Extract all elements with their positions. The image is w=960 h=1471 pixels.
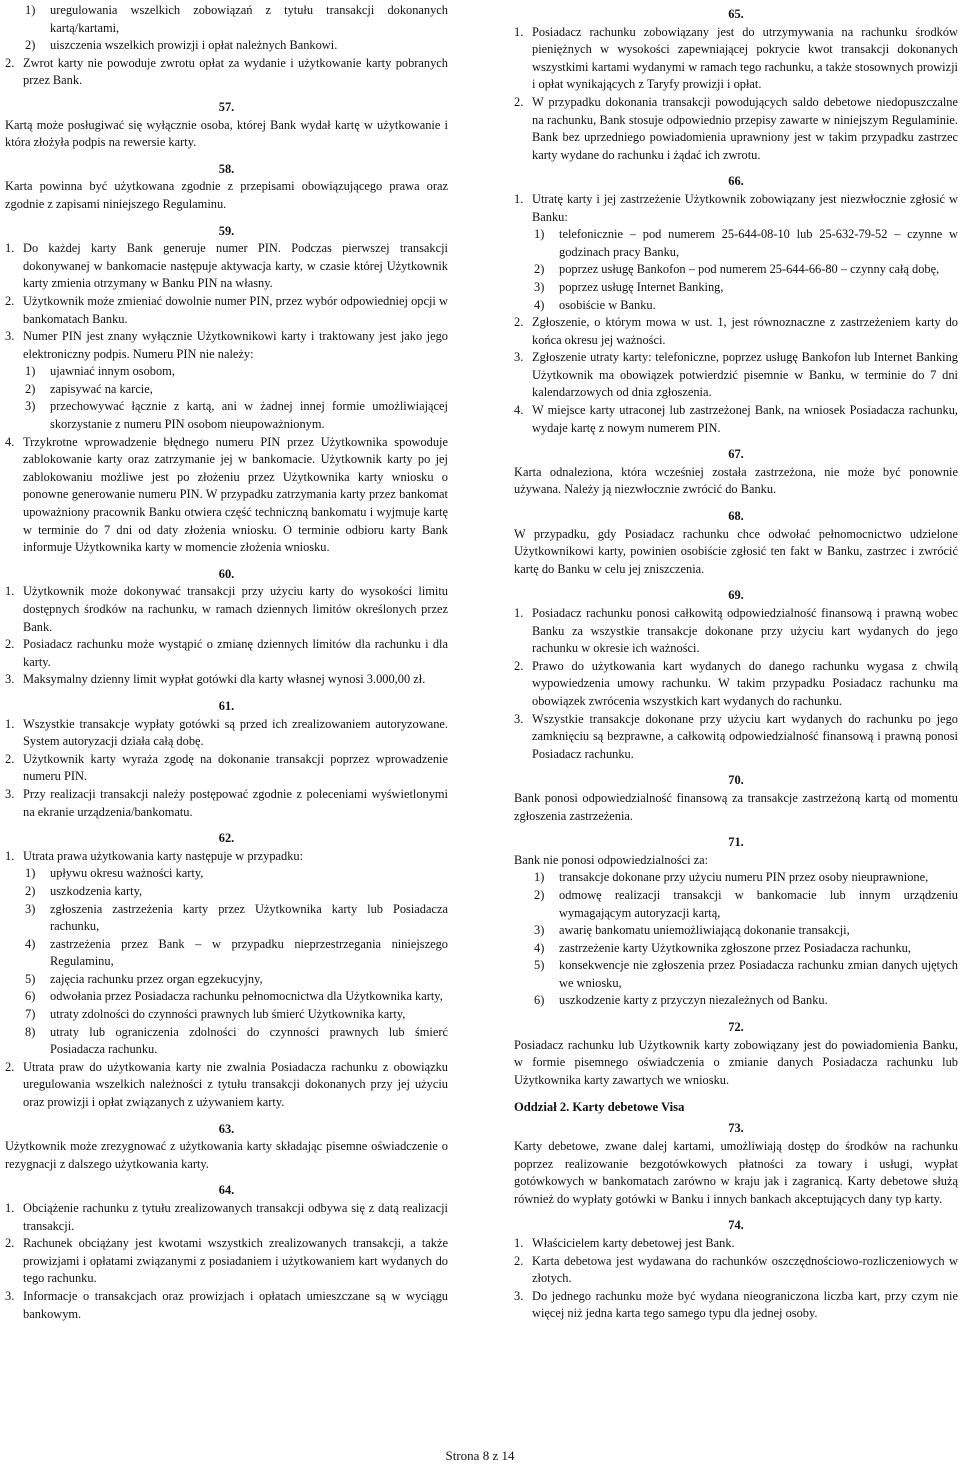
section-heading: 65. — [728, 7, 744, 21]
section-heading: 71. — [728, 835, 744, 850]
sub-list-item — [5, 988, 448, 1006]
section-paragraph: Bank ponosi odpowiedzialność finansową za transakcje zastrzeżoną kartą od momentu zgłoszenia zastrzeżenia. — [514, 790, 958, 823]
item-number: 2. — [514, 315, 524, 330]
spacer — [514, 164, 958, 169]
item-text: W przypadku dokonania transakcji powodujących saldo debetowe niedopuszczalne na rachunku, Bank stosuje odpowiednio przepisy zawarte w niniejszym Regulaminie. Bank bez uprzedniego powiadomienia uprawniony jest w takim przypadku zastrzec karty wydane do rachunku i żądać ich zwrotu. — [532, 94, 958, 162]
item-number: 1) — [25, 866, 36, 881]
section-paragraph: Kartą może posługiwać się wyłącznie osoba, której Bank wydał kartę w użytkowanie i która złożyła podpis na rewersie karty. — [5, 117, 448, 150]
item-text: poprzez usługę Bankofon – pod numerem 25-644-66-80 – czynny całą dobę, — [559, 262, 940, 277]
item-number: 3. — [514, 350, 524, 365]
section-71 — [514, 834, 958, 1010]
sub-list-item — [5, 936, 448, 971]
item-number: 1. — [514, 24, 524, 39]
item-text: zajęcia rachunku przez organ egzekucyjny, — [50, 971, 263, 986]
item-number: 1. — [514, 606, 524, 620]
section-paragraph: Karty debetowe, zwane dalej kartami, umożliwiają dostęp do środków na rachunku poprzez realizowanie bezgotówkowych płatności za towary i usługi, wypłat gotówkowych w bankomatach zarówno w kraju jak i zagranicą. Karty debetowe służą również do wypłaty gotówki w Banku i innych bankach akceptujących dany typ karty. — [514, 1139, 958, 1206]
list-item — [5, 636, 448, 671]
item-number: 1) — [25, 3, 36, 17]
section-heading: 74. — [728, 1218, 744, 1233]
section-paragraph: Posiadacz rachunku lub Użytkownik karty zobowiązany jest do powiadomienia Banku, w formie pisemnego oświadczenia o zmianie danych Posiadacza rachunku lub Użytkownika karty zawartych we wniosku. — [514, 1037, 958, 1087]
item-number: 3. — [5, 786, 15, 801]
section-paragraph: Bank nie ponosi odpowiedzialności za: — [514, 852, 709, 867]
subsection-title: Oddział 2. Karty debetowe Visa — [514, 1100, 685, 1115]
item-text: Utratę karty i jej zastrzeżenie Użytkownik zobowiązany jest niezwłocznie zgłosić w Banku: — [532, 191, 958, 224]
sub-list-item — [514, 297, 958, 315]
item-text: Karta debetowa jest wydawana do rachunków oszczędnościowo-rozliczeniowych w złotych. — [532, 1253, 958, 1286]
section-63 — [5, 1121, 448, 1174]
sub-list-item — [514, 992, 958, 1010]
list-item — [5, 848, 448, 866]
section-61 — [5, 698, 448, 821]
sub-list-item — [514, 887, 958, 922]
item-number: 2. — [5, 1236, 15, 1251]
list-item — [5, 671, 448, 689]
item-text: poprzez usługę Internet Banking, — [559, 279, 724, 294]
item-text: Maksymalny dzienny limit wypłat gotówki dla karty własnej wynosi 3.000,00 zł. — [23, 672, 426, 687]
section-72 — [514, 1019, 958, 1089]
item-text: awarię bankomatu uniemożliwiającą dokonanie transakcji, — [559, 923, 850, 938]
list-item — [514, 94, 958, 164]
spacer — [514, 578, 958, 583]
sub-list-item — [5, 1024, 448, 1059]
list-item — [5, 328, 448, 363]
item-text: Do jednego rachunku może być wydana nieograniczona liczba kart, przy czym nie więcej niż jedna karta tego samego typu dla jednej osoby. — [532, 1288, 958, 1321]
item-number: 2) — [534, 887, 545, 902]
item-text: Przy realizacji transakcji należy postępować zgodnie z poleceniami wyświetlonymi na ekranie urządzenia/bankomatu. — [23, 786, 448, 819]
item-text: uiszczenia wszelkich prowizji i opłat należnych Bankowi. — [50, 38, 338, 53]
list-item — [514, 658, 958, 711]
sub-list-item — [514, 226, 958, 261]
section-heading: 68. — [728, 509, 744, 524]
sub-list-item — [514, 261, 958, 279]
item-text: utraty lub ograniczenia zdolności do czynności prawnych lub śmierć Posiadacza rachunku. — [50, 1024, 448, 1057]
item-text: zapisywać na karcie, — [50, 381, 153, 396]
section-59 — [5, 223, 448, 557]
section-66 — [514, 173, 958, 437]
item-number: 2) — [25, 38, 36, 53]
list-item — [5, 583, 448, 636]
item-number: 4) — [534, 940, 545, 955]
item-number: 2. — [5, 751, 15, 766]
list-item — [5, 1200, 448, 1235]
list-item — [514, 314, 958, 349]
list-item — [5, 716, 448, 751]
list-item — [514, 402, 958, 437]
item-number: 3) — [534, 923, 545, 938]
spacer — [514, 825, 958, 830]
item-number: 8) — [25, 1024, 36, 1039]
sub-list-item — [5, 2, 448, 37]
item-text: uregulowania wszelkich zobowiązań z tytułu transakcji dokonanych kartą/kartami, — [50, 3, 448, 35]
list-item — [5, 1235, 448, 1288]
list-item — [514, 1288, 958, 1323]
item-number: 2. — [514, 1253, 524, 1268]
item-number: 3) — [25, 399, 36, 414]
section-65 — [514, 6, 958, 164]
spacer — [5, 689, 448, 694]
item-number: 2. — [5, 293, 15, 308]
item-text: Właścicielem karty debetowej jest Bank. — [532, 1236, 735, 1250]
section-64 — [5, 1182, 448, 1323]
item-text: Zgłoszenie utraty karty: telefoniczne, poprzez usługę Bankofon lub Internet Banking Użytkownik ma obowiązek potwierdzić pisemnie w Banku, w terminie do 7 dni kalendarzowych od dnia zgłoszenia. — [532, 350, 958, 400]
item-number: 2) — [534, 262, 545, 277]
sub-list-item — [514, 940, 958, 958]
item-number: 1. — [5, 241, 15, 256]
item-text: Zwrot karty nie powoduje zwrotu opłat za wydanie i użytkowanie karty pobranych przez Bank. — [23, 55, 448, 88]
item-number: 2) — [25, 381, 36, 396]
section-57 — [5, 99, 448, 152]
item-number: 1) — [25, 364, 36, 379]
item-number: 2. — [5, 1059, 15, 1074]
item-text: Do każdej karty Bank generuje numer PIN. Podczas pierwszej transakcji dokonywanej w bankomacie następuje aktywacja karty, w czasie której Użytkownik karty zmienia otrzymany w Banku PIN na własny. — [23, 241, 448, 291]
spacer — [514, 1010, 958, 1015]
section-67 — [514, 446, 958, 499]
item-text: utraty zdolności do czynności prawnych lub śmierć Użytkownika karty, — [50, 1007, 406, 1022]
item-text: Zgłoszenie, o którym mowa w ust. 1, jest równoznaczne z zastrzeżeniem karty do końca okresu jej ważności. — [532, 315, 958, 347]
sub-list-item — [514, 869, 958, 887]
list-item — [514, 605, 958, 658]
item-number: 3) — [534, 279, 545, 294]
item-text: zastrzeżenia przez Bank – w przypadku nieprzestrzegania niniejszego Regulaminu, — [50, 936, 448, 969]
item-text: Wszystkie transakcje dokonane przy użyciu kart wydanych do rachunku po jego zamknięciu są bezprawne, a całkowitą odpowiedzialność finansową i prawną ponosi Posiadacz rachunku. — [532, 711, 958, 761]
item-number: 2. — [5, 637, 15, 652]
list-item — [5, 1288, 448, 1323]
sub-list-item — [514, 279, 958, 297]
item-number: 2. — [5, 55, 15, 70]
sub-list-item — [5, 363, 448, 381]
section-60 — [5, 566, 448, 689]
item-text: uszkodzenia karty, — [50, 883, 143, 898]
item-text: Rachunek obciążany jest kwotami wszystkich zrealizowanych transakcji, a także prowizjami i opłatami związanymi z posiadaniem i użytkowaniem kart wydanych do tego rachunku. — [23, 1236, 448, 1286]
spacer — [514, 499, 958, 504]
item-number: 6) — [25, 989, 36, 1004]
item-text: Posiadacz rachunku ponosi całkowitą odpowiedzialność finansową i prawną wobec Banku za wszystkie transakcje dokonane przy użyciu kart wydanych do jego rachunku w okresie ich ważności. — [532, 606, 958, 656]
spacer — [5, 557, 448, 562]
item-number: 4. — [5, 434, 15, 449]
item-number: 6) — [534, 993, 545, 1008]
item-text: odwołania przez Posiadacza rachunku pełnomocnictwa dla Użytkownika karty, — [50, 989, 443, 1004]
item-number: 7) — [25, 1007, 36, 1022]
spacer — [5, 214, 448, 219]
item-number: 1. — [5, 848, 15, 863]
list-item — [5, 240, 448, 293]
item-text: zgłoszenia zastrzeżenia karty przez Użytkownika karty lub Posiadacza rachunku, — [50, 901, 448, 934]
sub-list-item — [514, 957, 958, 992]
item-text: Posiadacz rachunku zobowiązany jest do utrzymywania na rachunku środków pieniężnych w wysokości zapewniającej pokrycie kwot transakcji dokonanych wszystkimi kartami wydanymi w ramach tego rachunku, a także stosownych prowizji i opłat wynikających z Taryfy prowizji i opłat. — [532, 24, 958, 92]
spacer — [514, 437, 958, 442]
list-item — [514, 191, 958, 226]
item-text: zastrzeżenie karty Użytkownika zgłoszone przez Posiadacza rachunku, — [559, 940, 911, 955]
section-heading: 69. — [728, 588, 744, 603]
item-text: konsekwencje nie zgłoszenia przez Posiadacza rachunku zmian danych ujętych we wniosku, — [559, 958, 958, 990]
spacer — [5, 1173, 448, 1178]
item-number: 1) — [534, 870, 545, 885]
section-heading: 72. — [728, 1020, 744, 1035]
item-number: 1. — [5, 1201, 15, 1215]
list-item — [514, 711, 958, 764]
page-footer: Strona 8 z 14 — [445, 1448, 515, 1463]
item-number: 1) — [534, 227, 545, 242]
spacer — [514, 763, 958, 768]
item-text: Użytkownik może dokonywać transakcji przy użyciu karty do wysokości limitu dostępnych środków na rachunku, w ramach dziennych limitów określonych przez Bank. — [23, 584, 448, 634]
item-text: odmowę realizacji transakcji w bankomacie lub innym urządzeniu wymagającym autoryzacji kartą, — [559, 887, 958, 920]
list-item — [514, 1235, 958, 1253]
sub-list-item — [514, 922, 958, 940]
list-item — [5, 434, 448, 557]
item-text: przechowywać łącznie z kartą, ani w żadnej innej formie umożliwiającej skorzystanie z numeru PIN osobom nieupoważnionym. — [50, 399, 448, 432]
spacer — [5, 821, 448, 826]
list-item — [5, 751, 448, 786]
spacer — [514, 1323, 958, 1328]
item-number: 2) — [25, 883, 36, 898]
item-number: 3. — [514, 711, 524, 726]
item-number: 3. — [514, 1288, 524, 1303]
spacer — [5, 90, 448, 95]
item-text: ujawniać innym osobom, — [50, 364, 175, 379]
sub-list-item — [5, 381, 448, 399]
list-item — [5, 55, 448, 90]
item-text: Numer PIN jest znany wyłącznie Użytkownikowi karty i traktowany jest jako jego elektroniczny podpis. Numeru PIN nie należy: — [23, 329, 448, 361]
section-heading: 61. — [218, 698, 235, 713]
item-text: telefonicznie – pod numerem 25-644-08-10 lub 25-632-79-52 – czynne w godzinach pracy Banku, — [559, 227, 958, 259]
list-item — [514, 24, 958, 94]
list-item — [5, 786, 448, 821]
item-number: 2. — [514, 658, 524, 673]
section-heading: 70. — [728, 773, 744, 788]
section-heading: 59. — [218, 223, 235, 238]
item-text: Użytkownik może zmieniać dowolnie numer PIN, przez wybór odpowiedniej opcji w bankomatach Banku. — [23, 293, 448, 326]
item-text: Utrata praw do użytkowania karty nie zwalnia Posiadacza rachunku z obowiązku uregulowania wszelkich należności z tytułu transakcji dokonanych przy jej użyciu oraz prowizji i opłat związanych z używaniem karty. — [23, 1059, 448, 1110]
item-number: 1. — [5, 584, 15, 599]
section-68 — [514, 508, 958, 578]
item-text: upływu okresu ważności karty, — [50, 866, 204, 881]
item-number: 5) — [25, 971, 36, 986]
section-heading: 64. — [218, 1183, 235, 1198]
item-text: Utrata prawa użytkowania karty następuje w przypadku: — [23, 848, 304, 863]
section-74 — [514, 1217, 958, 1323]
spacer — [5, 152, 448, 157]
section-58 — [5, 161, 448, 214]
section-heading: 60. — [218, 566, 235, 581]
section-heading: 58. — [218, 161, 235, 176]
item-number: 3) — [25, 901, 36, 916]
section-heading: 62. — [218, 831, 235, 846]
item-number: 3. — [5, 329, 15, 344]
item-number: 1. — [514, 1236, 524, 1250]
section-heading: 66. — [728, 174, 744, 189]
sub-list-item — [5, 971, 448, 989]
spacer — [5, 1112, 448, 1117]
section-73 — [514, 1120, 958, 1208]
sub-list-item — [5, 865, 448, 883]
sub-list-item — [5, 398, 448, 433]
item-number: 4) — [25, 936, 36, 951]
section-69 — [514, 587, 958, 763]
item-text: transakcje dokonane przy użyciu numeru PIN przez osoby nieuprawnione, — [559, 870, 929, 885]
list-item — [5, 293, 448, 328]
section-heading: 63. — [218, 1121, 235, 1136]
item-text: Informacje o transakcjach oraz prowizjach i opłatach umieszczane są w wyciągu bankowym. — [23, 1288, 448, 1321]
sub-list-item — [5, 37, 448, 55]
item-number: 1. — [5, 716, 15, 731]
section-paragraph: Karta powinna być użytkowana zgodnie z przepisami obowiązującego prawa oraz zgodnie z zapisami niniejszego Regulaminu. — [5, 179, 448, 211]
spacer — [514, 1208, 958, 1213]
item-number: 5) — [534, 958, 545, 973]
section-62 — [5, 830, 448, 1112]
item-number: 2. — [514, 94, 524, 109]
section-paragraph: W przypadku, gdy Posiadacz rachunku chce odwołać pełnomocnictwo udzielone Użytkownikowi karty, powinien osobiście zgłosić ten fakt w Banku, zastrzec i zwrócić kartę do Banku w celu jej zniszczenia. — [514, 526, 958, 576]
left-column — [5, 2, 448, 1323]
item-text: Wszystkie transakcje wypłaty gotówki są przed ich zrealizowaniem autoryzowane. System autoryzacji działa całą dobę. — [23, 716, 448, 749]
item-number: 3. — [5, 1288, 15, 1303]
list-item — [514, 349, 958, 402]
section-heading: 57. — [218, 99, 235, 114]
section-heading: 73. — [728, 1121, 744, 1136]
item-number: 4) — [534, 297, 545, 312]
item-number: 3. — [5, 672, 15, 687]
item-text: Użytkownik karty wyraża zgodę na dokonanie transakcji poprzez wprowadzenie numeru PIN. — [23, 751, 448, 784]
section-70 — [514, 772, 958, 825]
item-text: osobiście w Banku. — [559, 297, 656, 312]
section-heading: 67. — [728, 447, 744, 462]
item-text: Trzykrotne wprowadzenie błędnego numeru PIN przez Użytkownika spowoduje zablokowanie karty oraz zatrzymanie jej w bankomacie. Użytkownik karty po jej zablokowaniu możliwe jest po złożeniu przez Użytkownika karty wniosku o ponowne generowanie numeru PIN. W przypadku zatrzymania karty przez bankomat upoważniony pracownik Banku otwiera część techniczną bankomatu i wyjmuje kartę w terminie do 7 dni od daty złożenia wniosku. O terminie odbioru karty Bank informuje Użytkownika karty w momencie złożenia wniosku. — [23, 434, 448, 555]
item-number: 1. — [514, 191, 524, 206]
list-item — [5, 1059, 448, 1112]
item-text: uszkodzenie karty z przyczyn niezależnych od Banku. — [559, 993, 828, 1008]
sub-list-item — [5, 883, 448, 901]
section-paragraph: Karta odnaleziona, która wcześniej została zastrzeżona, nie może być ponownie używana. Należy ją niezwłocznie zwrócić do Banku. — [514, 464, 958, 497]
item-text: W miejsce karty utraconej lub zastrzeżonej Bank, na wniosek Posiadacza rachunku, wydaje kartę z nowym numerem PIN. — [532, 403, 958, 435]
item-text: Obciążenie rachunku z tytułu zrealizowanych transakcji odbywa się z datą realizacji transakcji. — [23, 1201, 448, 1233]
item-text: Posiadacz rachunku może wystąpić o zmianę dziennych limitów dla rachunku i dla karty. — [23, 637, 448, 669]
item-number: 4. — [514, 403, 524, 418]
section-paragraph: Użytkownik może zrezygnować z użytkowania karty składając pisemne oświadczenie o rezygnacji z dalszego użytkowania karty. — [5, 1139, 448, 1171]
sub-list-item — [5, 1006, 448, 1024]
item-text: Prawo do użytkowania kart wydanych do danego rachunku wygasa z chwilą wypowiedzenia umowy rachunku. W takim przypadku Posiadacz rachunku ma obowiązek zwrócenia wszystkich kart wydanych do rachunku. — [532, 658, 958, 708]
right-column — [514, 2, 958, 1328]
sub-list-item — [5, 901, 448, 936]
list-item — [514, 1253, 958, 1288]
